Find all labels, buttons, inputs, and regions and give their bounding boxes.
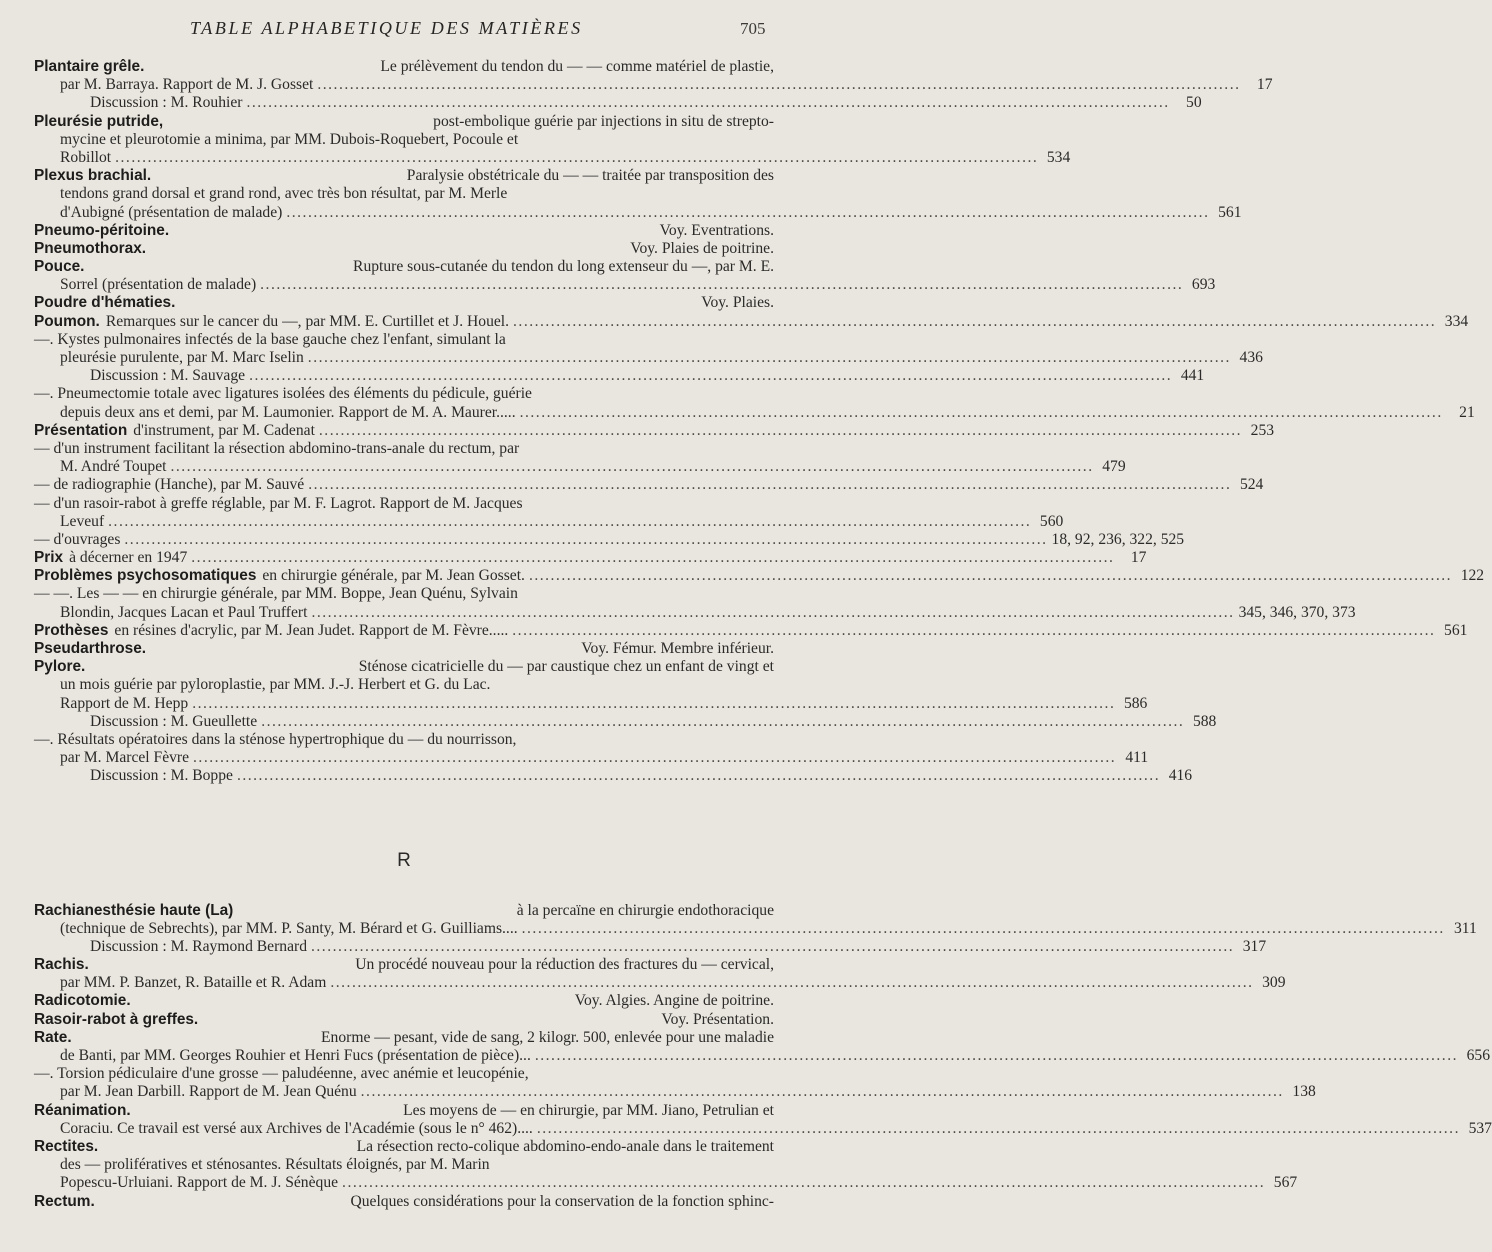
index-line — [34, 749, 1149, 767]
entry-text: Voy. Algies. Angine de poitrine. — [574, 992, 774, 1010]
dot-leader — [317, 76, 1240, 94]
entry-text: Leveuf — [60, 512, 105, 530]
dot-leader — [520, 404, 1443, 422]
index-line — [34, 203, 1242, 222]
page-number: 705 — [740, 19, 766, 38]
dot-leader — [192, 695, 1115, 713]
index-entry — [34, 222, 774, 240]
dot-leader — [191, 549, 1114, 567]
index-line — [34, 974, 1286, 992]
entry-text: Rupture sous-cutanée du tendon du long extenseur du —, par M. E. — [353, 258, 774, 276]
entry-text: — —. Les — — en chirurgie générale, par MM. Boppe, Jean Quénu, Sylvain — [34, 585, 518, 603]
entry-text: Voy. Fémur. Membre inférieur. — [581, 640, 774, 657]
entry-text: Les moyens de — en chirurgie, par MM. Jiano, Petrulian et — [403, 1101, 774, 1119]
page-reference: 534 — [1046, 148, 1071, 166]
index-line — [34, 603, 1356, 622]
entry-text: en résines d'acrylic, par M. Jean Judet. Rapport de M. Fèvre..... — [114, 621, 509, 639]
entry-heading: Poudre d'hématies. — [34, 294, 176, 312]
dot-leader — [512, 622, 1435, 640]
index-line — [34, 1065, 774, 1083]
page-reference: 656 — [1466, 1047, 1490, 1064]
page-reference: 588 — [1192, 712, 1217, 730]
dot-leader — [115, 149, 1038, 167]
page-reference: 537 — [1468, 1119, 1492, 1137]
index-line — [34, 58, 774, 76]
dot-leader — [513, 313, 1436, 331]
entry-text: Discussion : M. Raymond Bernard — [90, 937, 307, 955]
index-entry — [34, 658, 1217, 785]
page-reference: 345, 346, 370, 373 — [1238, 603, 1356, 621]
page-reference: 693 — [1191, 276, 1216, 294]
index-line — [34, 1193, 774, 1211]
index-line — [34, 1011, 774, 1029]
index-entry — [34, 167, 1242, 222]
dot-leader — [330, 974, 1253, 992]
entry-heading: Rate. — [34, 1028, 72, 1046]
entry-heading: Pseudarthrose. — [34, 640, 147, 657]
page-reference: 18, 92, 236, 322, 525 — [1051, 530, 1185, 548]
index-line — [34, 1138, 774, 1156]
index-line — [34, 294, 774, 312]
dot-leader — [261, 713, 1184, 731]
entry-heading: Pylore. — [34, 658, 86, 676]
entry-text: Remarques sur le cancer du —, par MM. E. Curtillet et J. Houel. — [105, 312, 510, 330]
index-line — [34, 385, 774, 403]
page-reference: 253 — [1250, 421, 1275, 439]
page-reference: 416 — [1168, 767, 1193, 785]
dot-leader — [249, 367, 1172, 385]
entry-text: — de radiographie (Hanche), par M. Sauvé — [34, 476, 305, 494]
index-body — [34, 58, 1492, 1211]
index-line — [34, 458, 1126, 476]
entry-text: par M. Jean Darbill. Rapport de M. Jean Quénu — [60, 1083, 357, 1101]
index-entry — [34, 294, 774, 312]
entry-text: Blondin, Jacques Lacan et Paul Truffert — [60, 603, 308, 621]
index-entry — [34, 1193, 774, 1211]
dot-leader — [361, 1083, 1284, 1101]
index-line — [34, 1083, 1316, 1101]
entry-text: — d'un rasoir-rabot à greffe réglable, par M. F. Lagrot. Rapport de M. Jacques — [34, 494, 523, 512]
entry-text: à la percaïne en chirurgie endothoracique — [516, 901, 774, 919]
index-line — [34, 185, 774, 203]
entry-text: Popescu-Urluiani. Rapport de M. J. Sénèque — [60, 1174, 339, 1192]
dot-leader — [193, 749, 1116, 767]
entry-text: —. Kystes pulmonaires infectés de la base gauche chez l'enfant, simulant la — [34, 330, 506, 348]
entry-text: M. André Toupet — [60, 458, 167, 476]
page-reference: 334 — [1444, 312, 1469, 330]
entry-text: —. Pneumectomie totale avec ligatures isolées des éléments du pédicule, guérie — [34, 385, 532, 403]
section-letter: R — [397, 849, 411, 871]
entry-heading: Plexus brachial. — [34, 167, 152, 185]
index-entry — [34, 1137, 1298, 1193]
index-line — [34, 331, 774, 349]
entry-heading: Rectites. — [34, 1137, 99, 1155]
entry-text: Rapport de M. Hepp — [60, 694, 189, 712]
entry-heading: Rachis. — [34, 956, 89, 974]
index-line — [34, 403, 1475, 422]
dot-leader — [529, 567, 1452, 585]
index-line — [34, 658, 774, 676]
page-reference: 524 — [1239, 476, 1264, 494]
entry-text: Discussion : M. Boppe — [90, 767, 233, 785]
page-reference: 479 — [1102, 458, 1126, 476]
entry-text: par MM. P. Banzet, R. Bataille et R. Adam — [60, 974, 327, 992]
index-section-r — [34, 901, 1492, 1211]
dot-leader — [311, 938, 1234, 956]
index-line — [34, 167, 774, 185]
entry-text: d'Aubigné (présentation de malade) — [60, 203, 283, 221]
index-entry — [34, 258, 1216, 294]
index-line — [34, 767, 1193, 785]
page-reference: 586 — [1123, 694, 1148, 712]
entry-heading: Pleurésie putride, — [34, 112, 164, 130]
page-reference: 560 — [1039, 512, 1064, 530]
dot-leader — [108, 513, 1031, 531]
entry-text: — d'ouvrages — [34, 530, 121, 548]
entry-text: Enorme — pesant, vide de sang, 2 kilogr. 500, enlevée pour une maladie — [321, 1028, 774, 1046]
index-line — [34, 495, 774, 513]
page-reference: 309 — [1262, 974, 1286, 992]
index-entry — [34, 1028, 1490, 1102]
entry-text: d'instrument, par M. Cadenat — [133, 421, 315, 439]
dot-leader — [246, 94, 1169, 112]
index-entry — [34, 1011, 774, 1029]
page-reference: 21 — [1459, 403, 1475, 421]
entry-text: Robillot — [60, 148, 112, 166]
page-reference: 122 — [1460, 567, 1485, 585]
entry-heading: Plantaire grêle. — [34, 58, 145, 75]
entry-text: Sténose cicatricielle du — par caustique chez un enfant de vingt et — [358, 658, 774, 676]
entry-text: Discussion : M. Gueullette — [90, 712, 258, 730]
entry-heading: Pneumothorax. — [34, 239, 147, 257]
page-reference: 317 — [1242, 937, 1267, 955]
entry-heading: Rachianesthésie haute (La) — [34, 901, 234, 919]
entry-heading: Prothèses — [34, 621, 109, 639]
index-line — [34, 94, 1202, 112]
entry-heading: Radicotomie. — [34, 992, 131, 1010]
index-entry — [34, 421, 1275, 549]
index-line — [34, 585, 774, 603]
entry-heading: Poumon. — [34, 312, 100, 330]
entry-text: Quelques considérations pour la conservation de la fonction sphinc- — [350, 1192, 774, 1210]
dot-leader — [170, 458, 1093, 476]
page-reference: 436 — [1239, 349, 1263, 366]
index-line — [34, 148, 1071, 167]
dot-leader — [308, 349, 1231, 367]
dot-leader — [260, 276, 1183, 294]
index-line — [34, 421, 1275, 440]
index-line — [34, 367, 1205, 385]
entry-text: Coraciu. Ce travail est versé aux Archives de l'Académie (sous le n° 462).... — [60, 1119, 533, 1137]
page-reference: 138 — [1292, 1083, 1316, 1101]
entry-text: Le prélèvement du tendon du — — comme matériel de plastie, — [380, 58, 774, 75]
index-line — [34, 1102, 774, 1120]
index-line — [34, 512, 1064, 531]
index-entry — [34, 240, 774, 258]
entry-heading: Problèmes psychosomatiques — [34, 567, 257, 585]
running-title: TABLE ALPHABETIQUE DES MATIÈRES — [190, 18, 583, 38]
index-line — [34, 349, 1263, 367]
dot-leader — [286, 204, 1209, 222]
entry-text: de Banti, par MM. Georges Rouhier et Henri Fucs (présentation de pièce)... — [60, 1047, 531, 1064]
entry-text: Voy. Plaies de poitrine. — [630, 239, 774, 257]
dot-leader — [522, 920, 1445, 938]
index-line — [34, 530, 1185, 549]
index-entry — [34, 992, 774, 1010]
page-reference: 17 — [1256, 76, 1273, 94]
index-line — [34, 712, 1217, 731]
entry-text: à décerner en 1947 — [69, 549, 188, 567]
entry-text: Sorrel (présentation de malade) — [60, 276, 257, 294]
index-line — [34, 676, 774, 694]
page-reference: 561 — [1444, 621, 1468, 639]
dot-leader — [124, 531, 1047, 549]
index-line — [34, 919, 1477, 938]
index-entry — [34, 112, 1071, 168]
index-entry — [34, 312, 1475, 422]
page-reference: 17 — [1130, 549, 1147, 567]
index-line — [34, 567, 1485, 585]
entry-text: des — prolifératives et sténosantes. Résultats éloignés, par M. Marin — [60, 1156, 490, 1174]
entry-text: pleurésie purulente, par M. Marc Iselin — [60, 349, 304, 366]
entry-text: Voy. Eventrations. — [659, 221, 774, 239]
entry-text: Un procédé nouveau pour la réduction des fractures du — cervical, — [355, 956, 774, 974]
entry-text: — d'un instrument facilitant la résection abdomino-trans-anale du rectum, par — [34, 439, 520, 457]
index-line — [34, 222, 774, 240]
index-line — [34, 131, 774, 149]
index-entry — [34, 58, 1273, 113]
dot-leader — [308, 476, 1231, 494]
entry-heading: Pouce. — [34, 258, 85, 276]
index-line — [34, 1119, 1492, 1138]
dot-leader — [311, 604, 1234, 622]
entry-text: La résection recto-colique abdomino-endo-anale dans le traitement — [356, 1137, 774, 1155]
index-entry — [34, 1101, 1492, 1138]
entry-heading: Réanimation. — [34, 1101, 131, 1119]
page-reference: 411 — [1125, 749, 1149, 767]
index-line — [34, 640, 774, 658]
dot-leader — [237, 767, 1160, 785]
dot-leader — [535, 1047, 1458, 1065]
index-line — [34, 312, 1469, 331]
index-line — [34, 1047, 1490, 1065]
entry-text: Voy. Présentation. — [661, 1010, 774, 1028]
entry-heading: Présentation — [34, 421, 128, 439]
entry-heading: Prix — [34, 549, 64, 567]
entry-text: —. Torsion pédiculaire d'une grosse — paludéenne, avec anémie et leucopénie, — [34, 1065, 529, 1083]
page-reference: 311 — [1453, 919, 1477, 937]
entry-text: par M. Barraya. Rapport de M. J. Gosset — [60, 76, 314, 94]
page-reference: 567 — [1273, 1174, 1298, 1192]
index-line — [34, 1174, 1298, 1192]
index-section-p — [34, 58, 1485, 786]
entry-text: Voy. Plaies. — [701, 294, 774, 312]
index-line — [34, 621, 1468, 640]
index-entry — [34, 549, 1147, 567]
index-line — [34, 240, 774, 258]
entry-text: —. Résultats opératoires dans la sténose hypertrophique du — du nourrisson, — [34, 730, 517, 748]
entry-heading: Rectum. — [34, 1192, 95, 1210]
entry-text: tendons grand dorsal et grand rond, avec très bon résultat, par M. Merle — [60, 185, 508, 203]
index-line — [34, 731, 774, 749]
index-line — [34, 902, 774, 920]
index-line — [34, 937, 1267, 956]
entry-text: en chirurgie générale, par M. Jean Gosset. — [262, 567, 525, 585]
index-line — [34, 76, 1273, 94]
entry-text: Paralysie obstétricale du — — traitée par transposition des — [406, 167, 774, 185]
entry-heading: Pneumo-péritoine. — [34, 221, 170, 239]
entry-text: Discussion : M. Sauvage — [90, 367, 246, 385]
index-line — [34, 1029, 774, 1047]
index-line — [34, 113, 774, 131]
index-entry — [34, 901, 1477, 957]
entry-text: mycine et pleurotomie a minima, par MM. Dubois-Roquebert, Pocoule et — [60, 130, 519, 148]
dot-leader — [319, 422, 1242, 440]
index-entry — [34, 567, 1485, 622]
index-line — [34, 440, 774, 458]
index-line — [34, 549, 1147, 567]
entry-text: post-embolique guérie par injections in situ de strepto- — [433, 112, 774, 130]
entry-text: depuis deux ans et demi, par M. Laumonier. Rapport de M. A. Maurer..... — [60, 403, 516, 421]
index-line — [34, 276, 1216, 294]
entry-text: Discussion : M. Rouhier — [90, 94, 243, 112]
dot-leader — [537, 1120, 1460, 1138]
dot-leader — [342, 1174, 1265, 1192]
index-entry — [34, 640, 774, 658]
entry-text: (technique de Sebrechts), par MM. P. Santy, M. Bérard et G. Guilliams.... — [60, 919, 518, 937]
page-reference: 50 — [1186, 94, 1202, 112]
index-line — [34, 694, 1148, 713]
entry-text: par M. Marcel Fèvre — [60, 749, 190, 767]
index-line — [34, 258, 774, 276]
index-line — [34, 476, 1264, 494]
page-reference: 441 — [1180, 367, 1205, 385]
page-header — [0, 18, 800, 44]
index-line — [34, 992, 774, 1010]
index-line — [34, 1156, 774, 1174]
index-line — [34, 956, 774, 974]
index-entry — [34, 956, 1286, 992]
index-entry — [34, 621, 1468, 640]
entry-heading: Rasoir-rabot à greffes. — [34, 1010, 199, 1028]
page-reference: 561 — [1218, 203, 1242, 221]
entry-text: un mois guérie par pyloroplastie, par MM. J.-J. Herbert et G. du Lac. — [60, 676, 491, 694]
